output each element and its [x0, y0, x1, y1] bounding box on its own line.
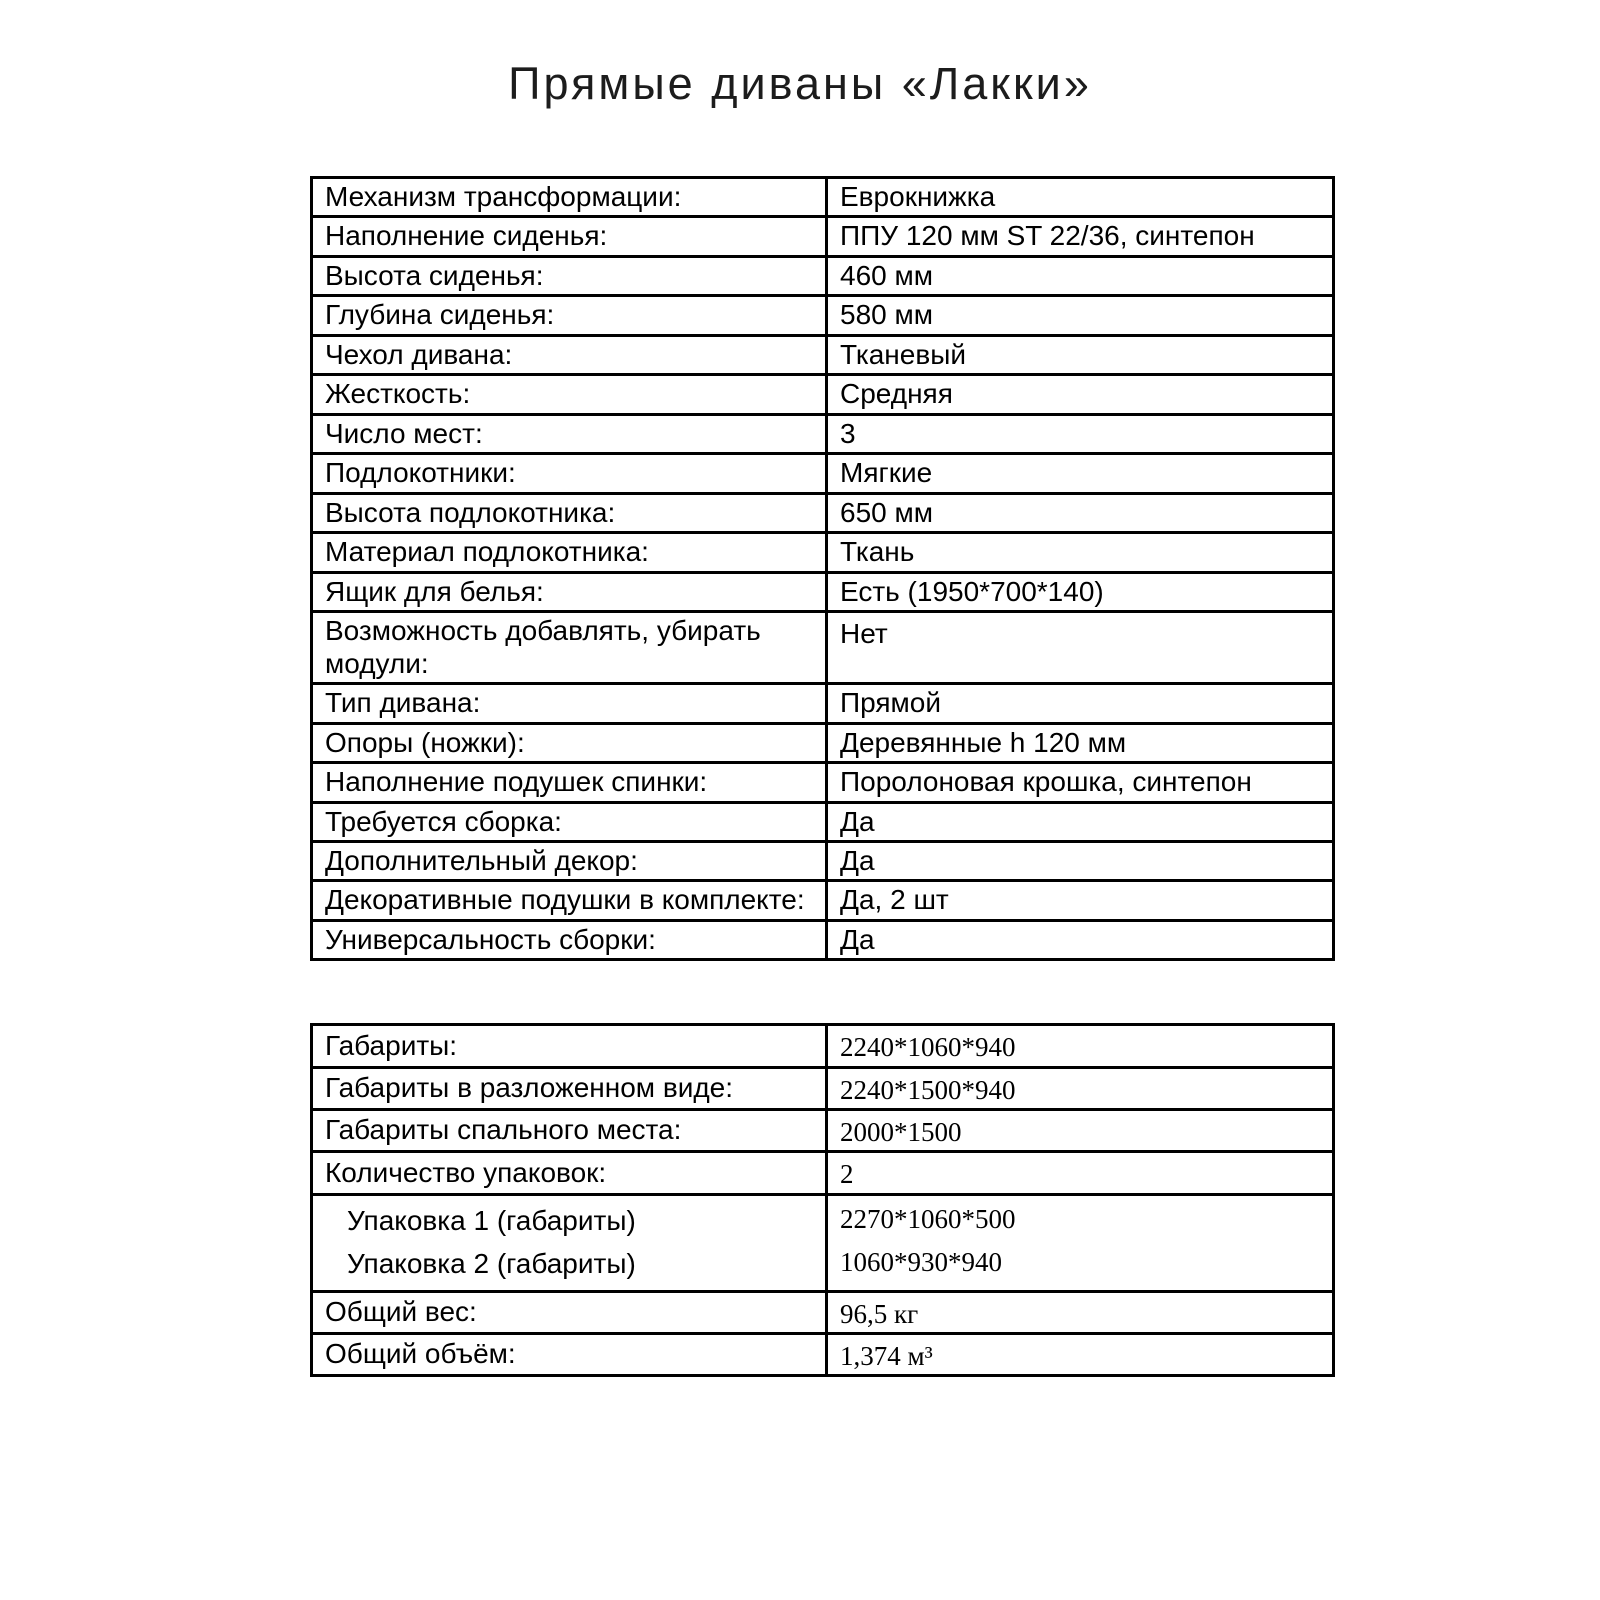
tables-container [310, 176, 1332, 1377]
spec-label: Ящик для белья: [312, 572, 827, 611]
spec-value: Поролоновая крошка, синтепон [827, 763, 1334, 802]
table-row [312, 1110, 1334, 1152]
spec-value: Деревянные h 120 мм [827, 723, 1334, 762]
table-row [312, 1025, 1334, 1067]
spec-value: 580 мм [827, 296, 1334, 335]
table-row [312, 684, 1334, 723]
spec-value: 96,5 кг [827, 1291, 1334, 1333]
table-row [312, 881, 1334, 920]
spec-label: Глубина сиденья: [312, 296, 827, 335]
table-row [312, 335, 1334, 374]
spec-label: Материал подлокотника: [312, 533, 827, 572]
table-row [312, 1333, 1334, 1375]
table-row [312, 1067, 1334, 1109]
package-values-cell [827, 1194, 1334, 1291]
spec-label: Опоры (ножки): [312, 723, 827, 762]
table-row [312, 612, 1334, 684]
spec-label: Возможность добавлять, убирать модули: [312, 612, 827, 684]
table-row [312, 493, 1334, 532]
spec-value: Прямой [827, 684, 1334, 723]
spec-label: Универсальность сборки: [312, 920, 827, 959]
table-row [312, 763, 1334, 802]
table-row [312, 920, 1334, 959]
package-labels-cell [312, 1194, 827, 1291]
table-row [312, 802, 1334, 841]
package-1-label: Упаковка 1 (габариты) [347, 1204, 636, 1236]
table-row-packages [312, 1194, 1334, 1291]
table-row [312, 296, 1334, 335]
spec-value: 2240*1500*940 [827, 1067, 1334, 1109]
spec-value: Да [827, 841, 1334, 880]
spec-value: Ткань [827, 533, 1334, 572]
spec-label: Дополнительный декор: [312, 841, 827, 880]
spec-label: Декоративные подушки в комплекте: [312, 881, 827, 920]
spec-label: Общий объём: [312, 1333, 827, 1375]
spec-value: 460 мм [827, 256, 1334, 295]
spec-label: Габариты в разложенном виде: [312, 1067, 827, 1109]
spec-value: Есть (1950*700*140) [827, 572, 1334, 611]
spec-label: Габариты спального места: [312, 1110, 827, 1152]
spec-value: 3 [827, 414, 1334, 453]
spec-value: Еврокнижка [827, 178, 1334, 217]
spec-label: Габариты: [312, 1025, 827, 1067]
table-row [312, 1152, 1334, 1194]
specs-table-dimensions [310, 1023, 1335, 1377]
table-row [312, 454, 1334, 493]
table-row [312, 572, 1334, 611]
table-row [312, 841, 1334, 880]
spec-value: 650 мм [827, 493, 1334, 532]
spec-value: ППУ 120 мм ST 22/36, синтепон [827, 217, 1334, 256]
spec-value: Тканевый [827, 335, 1334, 374]
spec-value: Мягкие [827, 454, 1334, 493]
package-2-value: 1060*930*940 [840, 1246, 1002, 1277]
spec-label: Высота сиденья: [312, 256, 827, 295]
package-2-label: Упаковка 2 (габариты) [347, 1247, 636, 1279]
spec-value: 2000*1500 [827, 1110, 1334, 1152]
table-row [312, 178, 1334, 217]
spec-label: Механизм трансформации: [312, 178, 827, 217]
spec-value: Да [827, 802, 1334, 841]
spec-label: Наполнение подушек спинки: [312, 763, 827, 802]
spec-value: Средняя [827, 375, 1334, 414]
spec-value: Да [827, 920, 1334, 959]
table-row [312, 533, 1334, 572]
spec-value: 2240*1060*940 [827, 1025, 1334, 1067]
spec-value: 1,374 м³ [827, 1333, 1334, 1375]
spec-label: Количество упаковок: [312, 1152, 827, 1194]
spec-label: Требуется сборка: [312, 802, 827, 841]
spec-label: Чехол дивана: [312, 335, 827, 374]
spec-label: Наполнение сиденья: [312, 217, 827, 256]
table-row [312, 217, 1334, 256]
spec-label: Жесткость: [312, 375, 827, 414]
table-row [312, 256, 1334, 295]
table-row [312, 723, 1334, 762]
spec-label: Подлокотники: [312, 454, 827, 493]
spec-value: Да, 2 шт [827, 881, 1334, 920]
spec-value: 2 [827, 1152, 1334, 1194]
package-1-value: 2270*1060*500 [840, 1203, 1016, 1234]
table-row [312, 375, 1334, 414]
table-row [312, 1291, 1334, 1333]
spec-label: Общий вес: [312, 1291, 827, 1333]
spec-label: Высота подлокотника: [312, 493, 827, 532]
table-row [312, 414, 1334, 453]
specs-table-main [310, 176, 1335, 961]
page-title: Прямые диваны «Лакки» [508, 58, 1092, 109]
spec-label: Тип дивана: [312, 684, 827, 723]
spec-value: Нет [827, 612, 1334, 684]
spec-label: Число мест: [312, 414, 827, 453]
